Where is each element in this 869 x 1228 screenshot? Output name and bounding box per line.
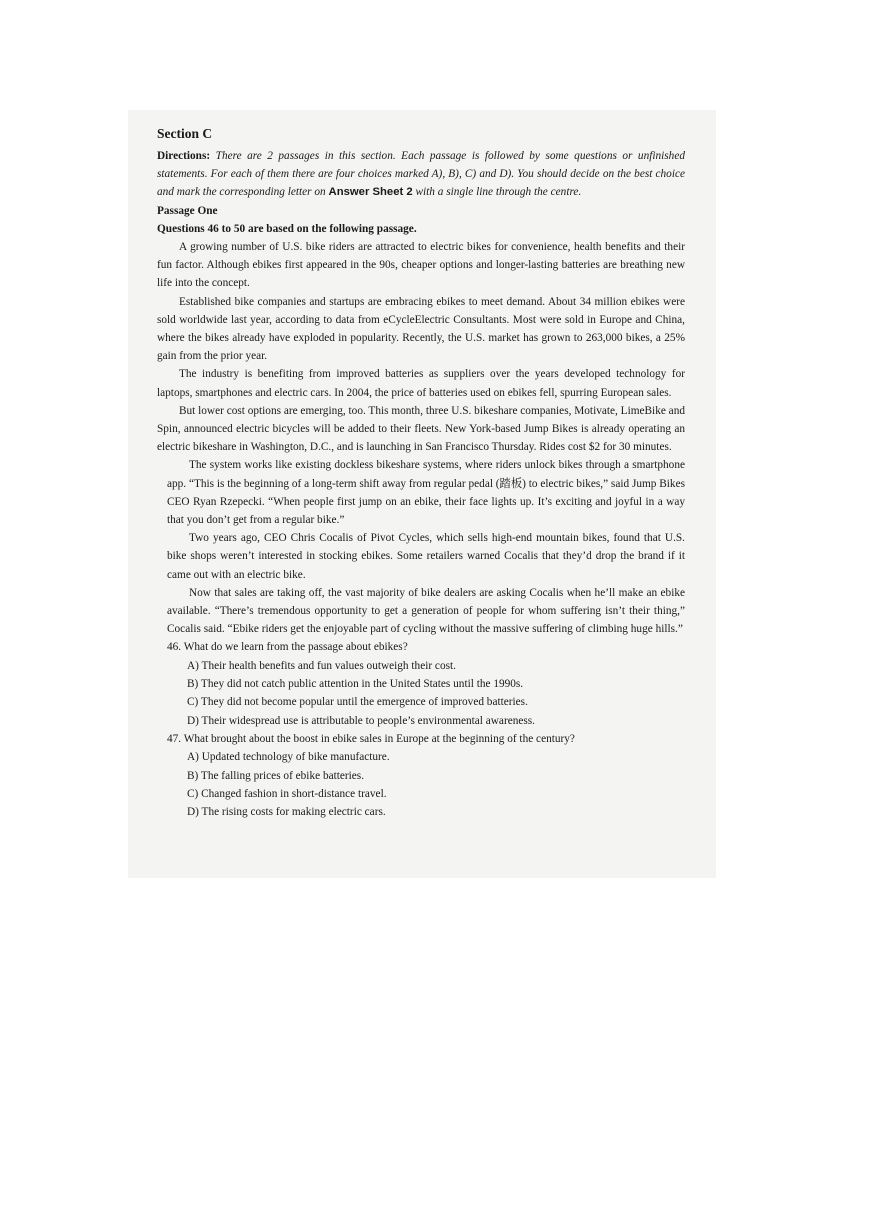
directions-label: Directions: [157, 150, 211, 162]
answer-option-b: B) They did not catch public attention in the United States until the 1990s. [187, 678, 524, 691]
answer-option-d: D) Their widespread use is attributable to people’s environmental awareness. [187, 714, 536, 727]
question-stem: 46. What do we learn from the passage about ebikes? [167, 641, 408, 654]
question-47 [167, 730, 685, 821]
answer-option-a: A) Updated technology of bike manufacture. [187, 751, 390, 764]
answer-option-b: B) The falling prices of ebike batteries. [187, 769, 365, 782]
passage-paragraph: A growing number of U.S. bike riders are attracted to electric bikes for convenience, health benefits and their fun factor. Although ebikes first appeared in the 90s, cheaper options and longer-lasting batteries are breathing new life into the concept. [157, 241, 685, 290]
passage-paragraph: But lower cost options are emerging, too. This month, three U.S. bikeshare companies, Motivate, LimeBike and Spin, announced electric bicycles will be added to their fleets. New York-based Jump Bikes is already operating an electric bikeshare in Washington, D.C., and is launching in San Francisco Thursday. Rides cost $2 for 30 minutes. [157, 404, 685, 454]
questions-intro: Questions 46 to 50 are based on the following passage. [157, 223, 417, 235]
directions-text-1: There are 2 passages in this section. Each passage is followed by some questions or unfinished statements. For each of them there are four choices marked A), B), C) and D). You should decide on the best choice and mark the corresponding letter on [157, 150, 685, 198]
passage-paragraph: The industry is benefiting from improved batteries as suppliers over the years developed technology for laptops, smartphones and electric cars. In 2004, the price of batteries used on ebikes fell, spurring European sales. [157, 368, 685, 399]
section-title: Section C [157, 126, 213, 141]
directions-text-2: with a single line through the centre. [415, 186, 582, 198]
question-46 [167, 638, 685, 729]
answer-option-d: D) The rising costs for making electric cars. [187, 806, 386, 819]
answer-option-a: A) Their health benefits and fun values outweigh their cost. [187, 659, 456, 672]
answer-sheet-label: Answer Sheet 2 [328, 186, 413, 198]
passage-label: Passage One [157, 205, 218, 217]
passage-paragraph: Two years ago, CEO Chris Cocalis of Pivot Cycles, which sells high-end mountain bikes, found that U.S. bike shops weren’t interested in stocking ebikes. Some retailers warned Cocalis that they’d drop the brand if it came out with an electric bike. [167, 532, 685, 581]
exam-page [157, 126, 685, 821]
passage-paragraph: Established bike companies and startups are embracing ebikes to meet demand. About 34 million ebikes were sold worldwide last year, according to data from eCycleElectric Consultants. Most were sold in Europe and China, where the bikes already have exploded in popularity. Recently, the U.S. market has grown to 263,000 bikes, a 25% gain from the prior year. [157, 295, 685, 363]
question-stem: 47. What brought about the boost in ebike sales in Europe at the beginning of the century? [167, 732, 575, 745]
passage-paragraph: Now that sales are taking off, the vast majority of bike dealers are asking Cocalis when he’ll make an ebike available. “There’s tremendous opportunity to get a generation of people for whom suffering isn’t their thing,” Cocalis said. “Ebike riders get the enjoyable part of cycling without the massive suffering of climbing huge hills.” [167, 586, 685, 636]
directions [157, 147, 685, 201]
passage-paragraph: The system works like existing dockless bikeshare systems, where riders unlock bikes through a smartphone app. “This is the beginning of a long-term shift away from regular pedal (踏板) to electric bikes,” said Jump Bikes CEO Ryan Rzepecki. “When people first jump on an ebike, their face lights up. It’s exciting and joyful in a way that you don’t get from a regular bike.” [167, 459, 685, 527]
answer-option-c: C) Changed fashion in short-distance travel. [187, 787, 387, 800]
passage-body [157, 238, 685, 638]
answer-option-c: C) They did not become popular until the emergence of improved batteries. [187, 696, 528, 709]
